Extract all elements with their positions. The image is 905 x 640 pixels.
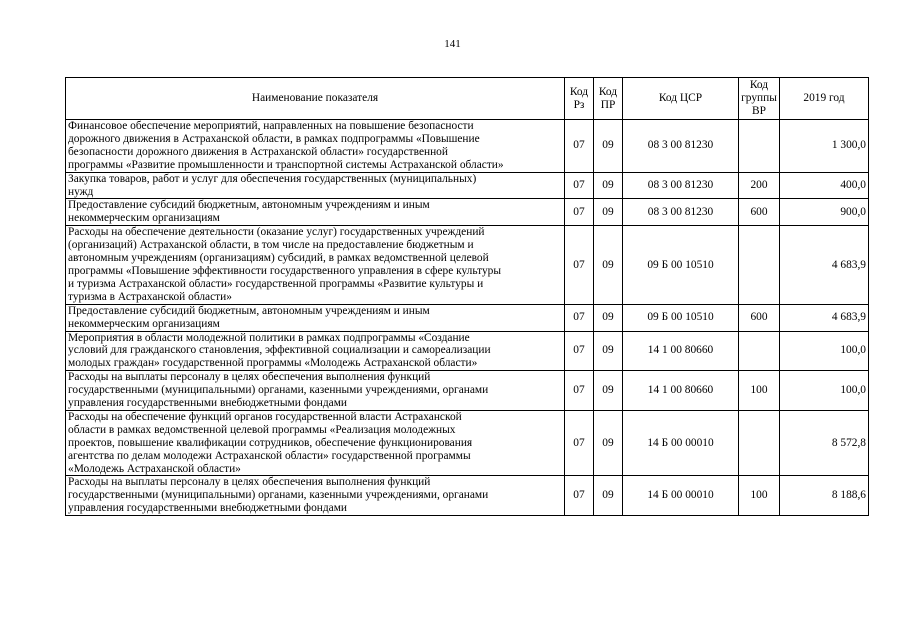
row-rz: 07 bbox=[565, 410, 594, 476]
row-csr: 14 1 00 80660 bbox=[623, 331, 739, 371]
row-name-line: программы «Повышение эффективности государственного управления в сфере культуры bbox=[68, 264, 501, 277]
header-vr-line-2: группы bbox=[741, 92, 777, 105]
table-row bbox=[66, 331, 869, 371]
row-name-line: Предоставление субсидий бюджетным, автономным учреждениям и иным bbox=[68, 199, 430, 212]
row-rz: 07 bbox=[565, 226, 594, 304]
row-sum: 400,0 bbox=[780, 172, 869, 199]
row-name bbox=[66, 199, 565, 226]
row-rz: 07 bbox=[565, 331, 594, 371]
row-name-line: агентства по делам молодежи Астраханской области» государственной программы bbox=[68, 449, 471, 462]
table-row bbox=[66, 476, 869, 516]
row-name-line: Расходы на обеспечение функций органов государственной власти Астраханской bbox=[68, 410, 462, 423]
row-name-line: туризма в Астраханской области» bbox=[68, 290, 232, 303]
row-sum: 1 300,0 bbox=[780, 120, 869, 173]
table-row bbox=[66, 199, 869, 226]
header-rz-line-1: Код bbox=[569, 85, 589, 98]
row-name-line: молодых граждан» государственной программы «Молодежь Астраханской области» bbox=[68, 357, 478, 370]
row-pr: 09 bbox=[594, 199, 623, 226]
row-pr: 09 bbox=[594, 304, 623, 331]
row-name-line: некоммерческим организациям bbox=[68, 317, 220, 330]
row-sum: 4 683,9 bbox=[780, 304, 869, 331]
row-name bbox=[66, 371, 565, 411]
row-name-line: «Молодежь Астраханской области» bbox=[68, 462, 241, 475]
table-row bbox=[66, 120, 869, 173]
row-name-line: государственными (муниципальными) органами, казенными учреждениями, органами bbox=[68, 384, 489, 397]
row-name-line: управления государственными внебюджетными фондами bbox=[68, 502, 348, 515]
header-vr bbox=[739, 78, 780, 120]
header-name: Наименование показателя bbox=[66, 78, 565, 120]
row-rz: 07 bbox=[565, 120, 594, 173]
row-vr: 100 bbox=[739, 371, 780, 411]
row-pr: 09 bbox=[594, 172, 623, 199]
row-csr: 14 Б 00 00010 bbox=[623, 410, 739, 476]
row-name-line: проектов, повышение квалификации сотрудников, обеспечение функционирования bbox=[68, 436, 473, 449]
row-name-line: некоммерческим организациям bbox=[68, 212, 220, 225]
row-csr: 09 Б 00 10510 bbox=[623, 226, 739, 304]
row-vr: 100 bbox=[739, 476, 780, 516]
row-name bbox=[66, 331, 565, 371]
budget-table bbox=[65, 77, 869, 516]
row-rz: 07 bbox=[565, 371, 594, 411]
row-csr: 09 Б 00 10510 bbox=[623, 304, 739, 331]
table-row bbox=[66, 410, 869, 476]
header-vr-line-3: ВР bbox=[752, 104, 766, 117]
row-pr: 09 bbox=[594, 371, 623, 411]
row-name-line: автономным учреждениям (организациям) субсидий, в рамках ведомственной целевой bbox=[68, 252, 489, 265]
row-name-line: условий для гражданского становления, эффективной социализации и самореализации bbox=[68, 344, 491, 357]
row-name-line: Финансовое обеспечение мероприятий, направленных на повышение безопасности bbox=[68, 120, 474, 132]
row-name-line: Предоставление субсидий бюджетным, автономным учреждениям и иным bbox=[68, 304, 430, 317]
row-sum: 900,0 bbox=[780, 199, 869, 226]
row-vr bbox=[739, 120, 780, 173]
header-rz bbox=[565, 78, 594, 120]
row-rz: 07 bbox=[565, 476, 594, 516]
table-header-row bbox=[66, 78, 869, 120]
row-sum: 8 188,6 bbox=[780, 476, 869, 516]
row-rz: 07 bbox=[565, 304, 594, 331]
row-name-line: (организаций) Астраханской области, в том числе на предоставление бюджетным и bbox=[68, 239, 474, 252]
row-name bbox=[66, 304, 565, 331]
row-sum: 4 683,9 bbox=[780, 226, 869, 304]
row-pr: 09 bbox=[594, 120, 623, 173]
row-sum: 8 572,8 bbox=[780, 410, 869, 476]
page-number: 141 bbox=[444, 38, 461, 50]
row-vr: 600 bbox=[739, 199, 780, 226]
table-row bbox=[66, 226, 869, 304]
row-name-line: Закупка товаров, работ и услуг для обеспечения государственных (муниципальных) bbox=[68, 172, 477, 185]
row-name-line: программы «Развитие промышленности и транспортной системы Астраханской области» bbox=[68, 158, 504, 171]
table-row bbox=[66, 172, 869, 199]
row-vr bbox=[739, 331, 780, 371]
row-name-line: Расходы на обеспечение деятельности (оказание услуг) государственных учреждений bbox=[68, 226, 485, 239]
row-csr: 14 1 00 80660 bbox=[623, 371, 739, 411]
row-name-line: и туризма Астраханской области» государственной программы «Развитие культуры и bbox=[68, 277, 484, 290]
row-name bbox=[66, 172, 565, 199]
row-name-line: государственными (муниципальными) органами, казенными учреждениями, органами bbox=[68, 489, 489, 502]
row-rz: 07 bbox=[565, 172, 594, 199]
header-rz-line-2: Рз bbox=[573, 98, 585, 111]
row-vr: 600 bbox=[739, 304, 780, 331]
row-name-line: дорожного движения в Астраханской области, в рамках подпрограммы «Повышение bbox=[68, 132, 480, 145]
header-pr-line-2: ПР bbox=[600, 98, 616, 111]
row-name-line: нужд bbox=[68, 185, 94, 198]
row-name-line: Мероприятия в области молодежной политики в рамках подпрограммы «Создание bbox=[68, 331, 470, 344]
row-csr: 14 Б 00 00010 bbox=[623, 476, 739, 516]
row-pr: 09 bbox=[594, 226, 623, 304]
row-sum: 100,0 bbox=[780, 371, 869, 411]
row-csr: 08 3 00 81230 bbox=[623, 120, 739, 173]
row-rz: 07 bbox=[565, 199, 594, 226]
row-name-line: Расходы на выплаты персоналу в целях обеспечения выполнения функций bbox=[68, 371, 431, 384]
row-name-line: Расходы на выплаты персоналу в целях обеспечения выполнения функций bbox=[68, 476, 431, 489]
header-vr-line-1: Код bbox=[749, 79, 769, 92]
row-name-line: управления государственными внебюджетными фондами bbox=[68, 397, 348, 410]
row-csr: 08 3 00 81230 bbox=[623, 199, 739, 226]
row-pr: 09 bbox=[594, 331, 623, 371]
row-csr: 08 3 00 81230 bbox=[623, 172, 739, 199]
row-name-line: безопасности дорожного движения в Астраханской области» государственной bbox=[68, 145, 448, 158]
header-year: 2019 год bbox=[780, 78, 869, 120]
row-vr: 200 bbox=[739, 172, 780, 199]
row-pr: 09 bbox=[594, 476, 623, 516]
row-vr bbox=[739, 226, 780, 304]
row-name bbox=[66, 226, 565, 304]
row-name bbox=[66, 120, 565, 173]
row-name bbox=[66, 476, 565, 516]
table-row bbox=[66, 304, 869, 331]
header-pr-line-1: Код bbox=[598, 85, 618, 98]
row-pr: 09 bbox=[594, 410, 623, 476]
table-row bbox=[66, 371, 869, 411]
row-name bbox=[66, 410, 565, 476]
row-name-line: области в рамках ведомственной целевой программы «Реализация молодежных bbox=[68, 423, 456, 436]
header-pr bbox=[594, 78, 623, 120]
header-csr: Код ЦСР bbox=[623, 78, 739, 120]
row-vr bbox=[739, 410, 780, 476]
row-sum: 100,0 bbox=[780, 331, 869, 371]
